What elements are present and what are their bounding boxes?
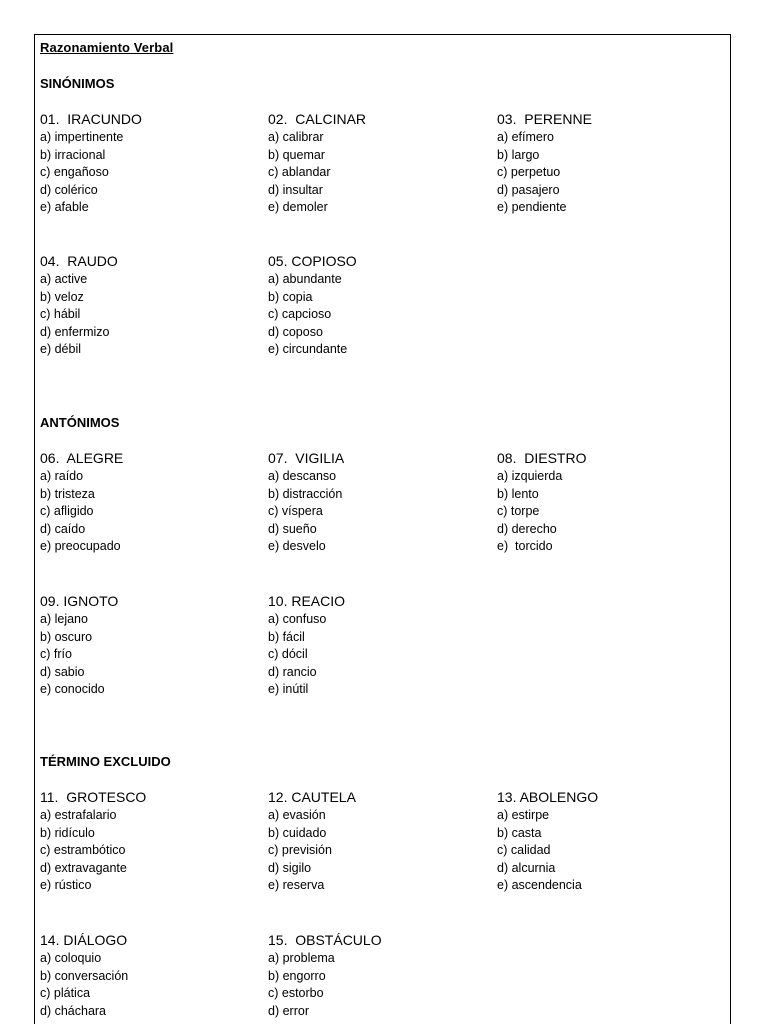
option-d: d) error [268,1003,309,1018]
option-e: e) desvelo [268,539,326,554]
option-b: b) casta [497,825,542,840]
question-06 [40,450,260,556]
question-title: 12. CAUTELA [268,789,356,805]
option-d: d) enfermizo [40,324,110,339]
option-d: d) cháchara [40,1003,107,1018]
option-a: a) descanso [268,469,337,483]
option-a: a) izquierda [497,469,563,483]
option-e: e) pendiente [497,200,567,215]
option-d: d) pasajero [497,182,560,197]
option-a: a) raído [40,469,84,483]
option-b: b) quemar [268,147,325,162]
option-b: b) copia [268,289,313,304]
option-c: c) torpe [497,504,540,519]
question-03 [497,111,717,217]
option-c: c) frío [40,647,72,662]
option-a: a) impertinente [40,130,124,144]
question-07 [268,450,488,556]
option-e: e) demoler [268,200,328,215]
option-e: e) reserva [268,878,325,893]
section-title-sinonimos: SINÓNIMOS [40,76,115,91]
option-e: e) inútil [268,682,309,697]
option-d: d) colérico [40,182,98,197]
option-e: e) ascendencia [497,878,582,893]
option-e: e) débil [40,342,81,357]
option-a: a) problema [268,951,335,965]
option-a: a) active [40,272,88,286]
question-02 [268,111,488,217]
section-title-antonimos: ANTÓNIMOS [40,415,120,430]
option-e: e) circundante [268,342,348,357]
option-b: b) irracional [40,147,106,162]
question-title: 13. ABOLENGO [497,789,599,805]
question-05 [268,253,488,359]
option-e: e) afable [40,200,89,215]
option-d: d) rancio [268,664,317,679]
option-b: b) conversación [40,968,129,983]
question-title: 15. OBSTÁCULO [268,932,382,948]
option-c: c) hábil [40,307,81,322]
option-e: e) torcido [497,539,553,554]
option-d: d) extravagante [40,860,127,875]
option-b: b) tristeza [40,486,95,501]
question-10 [268,593,488,699]
question-01 [40,111,260,217]
section-title-termino-excluido: TÉRMINO EXCLUIDO [40,754,171,769]
option-b: b) fácil [268,629,305,644]
question-14 [40,932,260,1020]
document-title: Razonamiento Verbal [40,40,174,55]
question-11 [40,789,260,895]
option-c: c) engañoso [40,165,109,180]
question-title: 02. CALCINAR [268,111,367,127]
option-a: a) evasión [268,808,326,822]
question-title: 06. ALEGRE [40,450,124,466]
question-04 [40,253,260,359]
option-c: c) previsión [268,843,332,858]
question-title: 03. PERENNE [497,111,592,127]
question-title: 07. VIGILIA [268,450,345,466]
option-c: c) capcioso [268,307,332,322]
option-d: d) sigilo [268,860,312,875]
option-a: a) calibrar [268,130,324,144]
question-13 [497,789,717,895]
option-b: b) veloz [40,289,84,304]
option-a: a) estrafalario [40,808,117,822]
option-c: c) dócil [268,647,308,662]
option-a: a) efímero [497,130,554,144]
option-d: d) caído [40,521,86,536]
option-c: c) calidad [497,843,551,858]
option-d: d) alcurnia [497,860,556,875]
option-d: d) derecho [497,521,557,536]
question-08 [497,450,717,556]
question-title: 14. DIÁLOGO [40,932,128,948]
option-e: e) conocido [40,682,105,697]
option-b: b) distracción [268,486,343,501]
option-e: e) preocupado [40,539,121,554]
question-title: 04. RAUDO [40,253,118,269]
option-a: a) coloquio [40,951,102,965]
option-b: b) largo [497,147,540,162]
question-title: 01. IRACUNDO [40,111,142,127]
question-title: 10. REACIO [268,593,346,609]
option-a: a) lejano [40,612,88,626]
option-d: d) coposo [268,324,323,339]
option-a: a) estirpe [497,808,550,822]
option-b: b) oscuro [40,629,93,644]
option-d: d) insultar [268,182,323,197]
option-c: c) víspera [268,504,323,519]
option-c: c) estrambótico [40,843,126,858]
option-c: c) ablandar [268,165,331,180]
option-b: b) engorro [268,968,326,983]
option-c: c) estorbo [268,986,324,1001]
question-12 [268,789,488,895]
option-c: c) afligido [40,504,94,519]
question-title: 08. DIESTRO [497,450,587,466]
question-title: 09. IGNOTO [40,593,119,609]
option-e: e) rústico [40,878,92,893]
question-title: 11. GROTESCO [40,789,147,805]
question-15 [268,932,488,1020]
option-c: c) perpetuo [497,165,561,180]
option-b: b) lento [497,486,539,501]
option-b: b) cuidado [268,825,327,840]
option-a: a) confuso [268,612,327,626]
option-d: d) sabio [40,664,85,679]
question-09 [40,593,260,699]
question-title: 05. COPIOSO [268,253,357,269]
option-b: b) ridículo [40,825,95,840]
option-c: c) plática [40,986,91,1001]
option-d: d) sueño [268,521,317,536]
option-a: a) abundante [268,272,342,286]
